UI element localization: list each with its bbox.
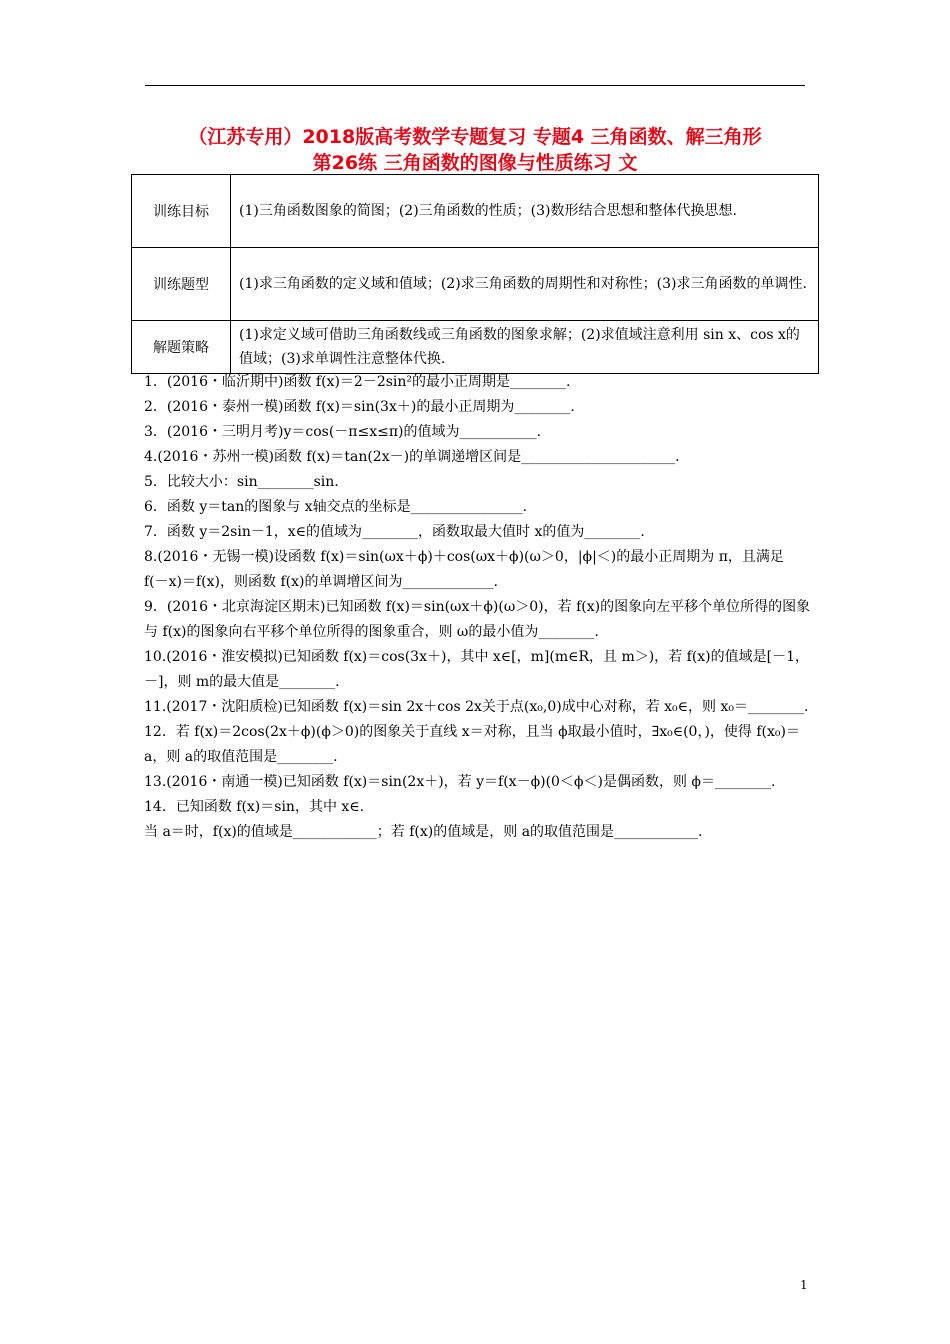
row-label-strategy: 解题策略 [132, 321, 231, 374]
row-label-type: 训练题型 [132, 248, 231, 321]
question-12: 12．若 f(x)＝2cos(2x＋ϕ)(ϕ＞0)的图象关于直线 x＝对称，且当 ϕ取最小值时，∃x₀∈(0，)，使得 f(x₀)＝a，则 a的取值范围是________. [144, 724, 800, 765]
table-row [132, 321, 819, 374]
row-content-goal: (1)三角函数图象的简图；(2)三角函数的性质；(3)数形结合思想和整体代换思想. [231, 175, 819, 248]
question-6: 6．函数 y＝tan的图象与 x轴交点的坐标是________________. [144, 499, 528, 515]
table-row [132, 248, 819, 321]
row-content-type: (1)求三角函数的定义域和值域；(2)求三角函数的周期性和对称性；(3)求三角函数的单调性. [231, 248, 819, 321]
question-8: 8.(2016・无锡一模)设函数 f(x)＝sin(ωx＋ϕ)＋cos(ωx＋ϕ)(ω＞0，|ϕ|＜)的最小正周期为 π，且满足 f(－x)＝f(x)，则函数 f(x)的单调增区间为_____________. [144, 549, 789, 590]
question-9: 9．(2016・北京海淀区期末)已知函数 f(x)＝sin(ωx＋ϕ)(ω＞0)，若 f(x)的图象向左平移个单位所得的图象与 f(x)的图象向右平移个单位所得的图象重合，则 ω的最小值为________. [144, 599, 811, 640]
question-7: 7．函数 y＝2sin－1，x∈的值域为________，函数取最大值时 x的值为________. [144, 524, 645, 540]
header-rule [145, 85, 805, 86]
question-3: 3．(2016・三明月考)y＝cos(－π≤x≤π)的值域为___________. [144, 424, 541, 440]
title-line-1: （江苏专用）2018版高考数学专题复习 专题4 三角函数、解三角形 [188, 126, 762, 148]
question-11: 11.(2017・沈阳质检)已知函数 f(x)＝sin 2x＋cos 2x关于点(x₀,0)成中心对称，若 x₀∈，则 x₀＝________. [144, 699, 809, 715]
document-title [130, 124, 820, 176]
question-list [144, 370, 812, 845]
question-5: 5．比较大小：sin________sin. [144, 474, 339, 490]
question-2: 2．(2016・泰州一模)函数 f(x)＝sin(3x＋)的最小正周期为________. [144, 399, 575, 415]
question-1: 1．(2016・临沂期中)函数 f(x)＝2－2sin²的最小正周期是________. [144, 374, 571, 390]
row-label-goal: 训练目标 [132, 175, 231, 248]
question-14: 14．已知函数 f(x)＝sin，其中 x∈. 当 a＝时，f(x)的值域是____________；若 f(x)的值域是，则 a的取值范围是____________. [144, 799, 703, 840]
title-line-2: 第26练 三角函数的图像与性质练习 文 [312, 152, 638, 174]
question-13: 13.(2016・南通一模)已知函数 f(x)＝sin(2x＋)，若 y＝f(x－ϕ)(0＜ϕ＜)是偶函数，则 ϕ＝________. [144, 774, 776, 790]
row-content-strategy: (1)求定义域可借助三角函数线或三角函数的图象求解；(2)求值域注意利用 sin x、cos x的值域；(3)求单调性注意整体代换. [231, 321, 819, 374]
question-10: 10.(2016・淮安模拟)已知函数 f(x)＝cos(3x＋)，其中 x∈[，m](m∈R，且 m＞)，若 f(x)的值域是[－1，－]，则 m的最大值是________. [144, 649, 810, 690]
table-row [132, 175, 819, 248]
page-number: 1 [800, 1278, 808, 1292]
training-info-table [131, 174, 819, 374]
question-4: 4.(2016・苏州一模)函数 f(x)＝tan(2x－)的单调递增区间是______________________. [144, 449, 680, 465]
